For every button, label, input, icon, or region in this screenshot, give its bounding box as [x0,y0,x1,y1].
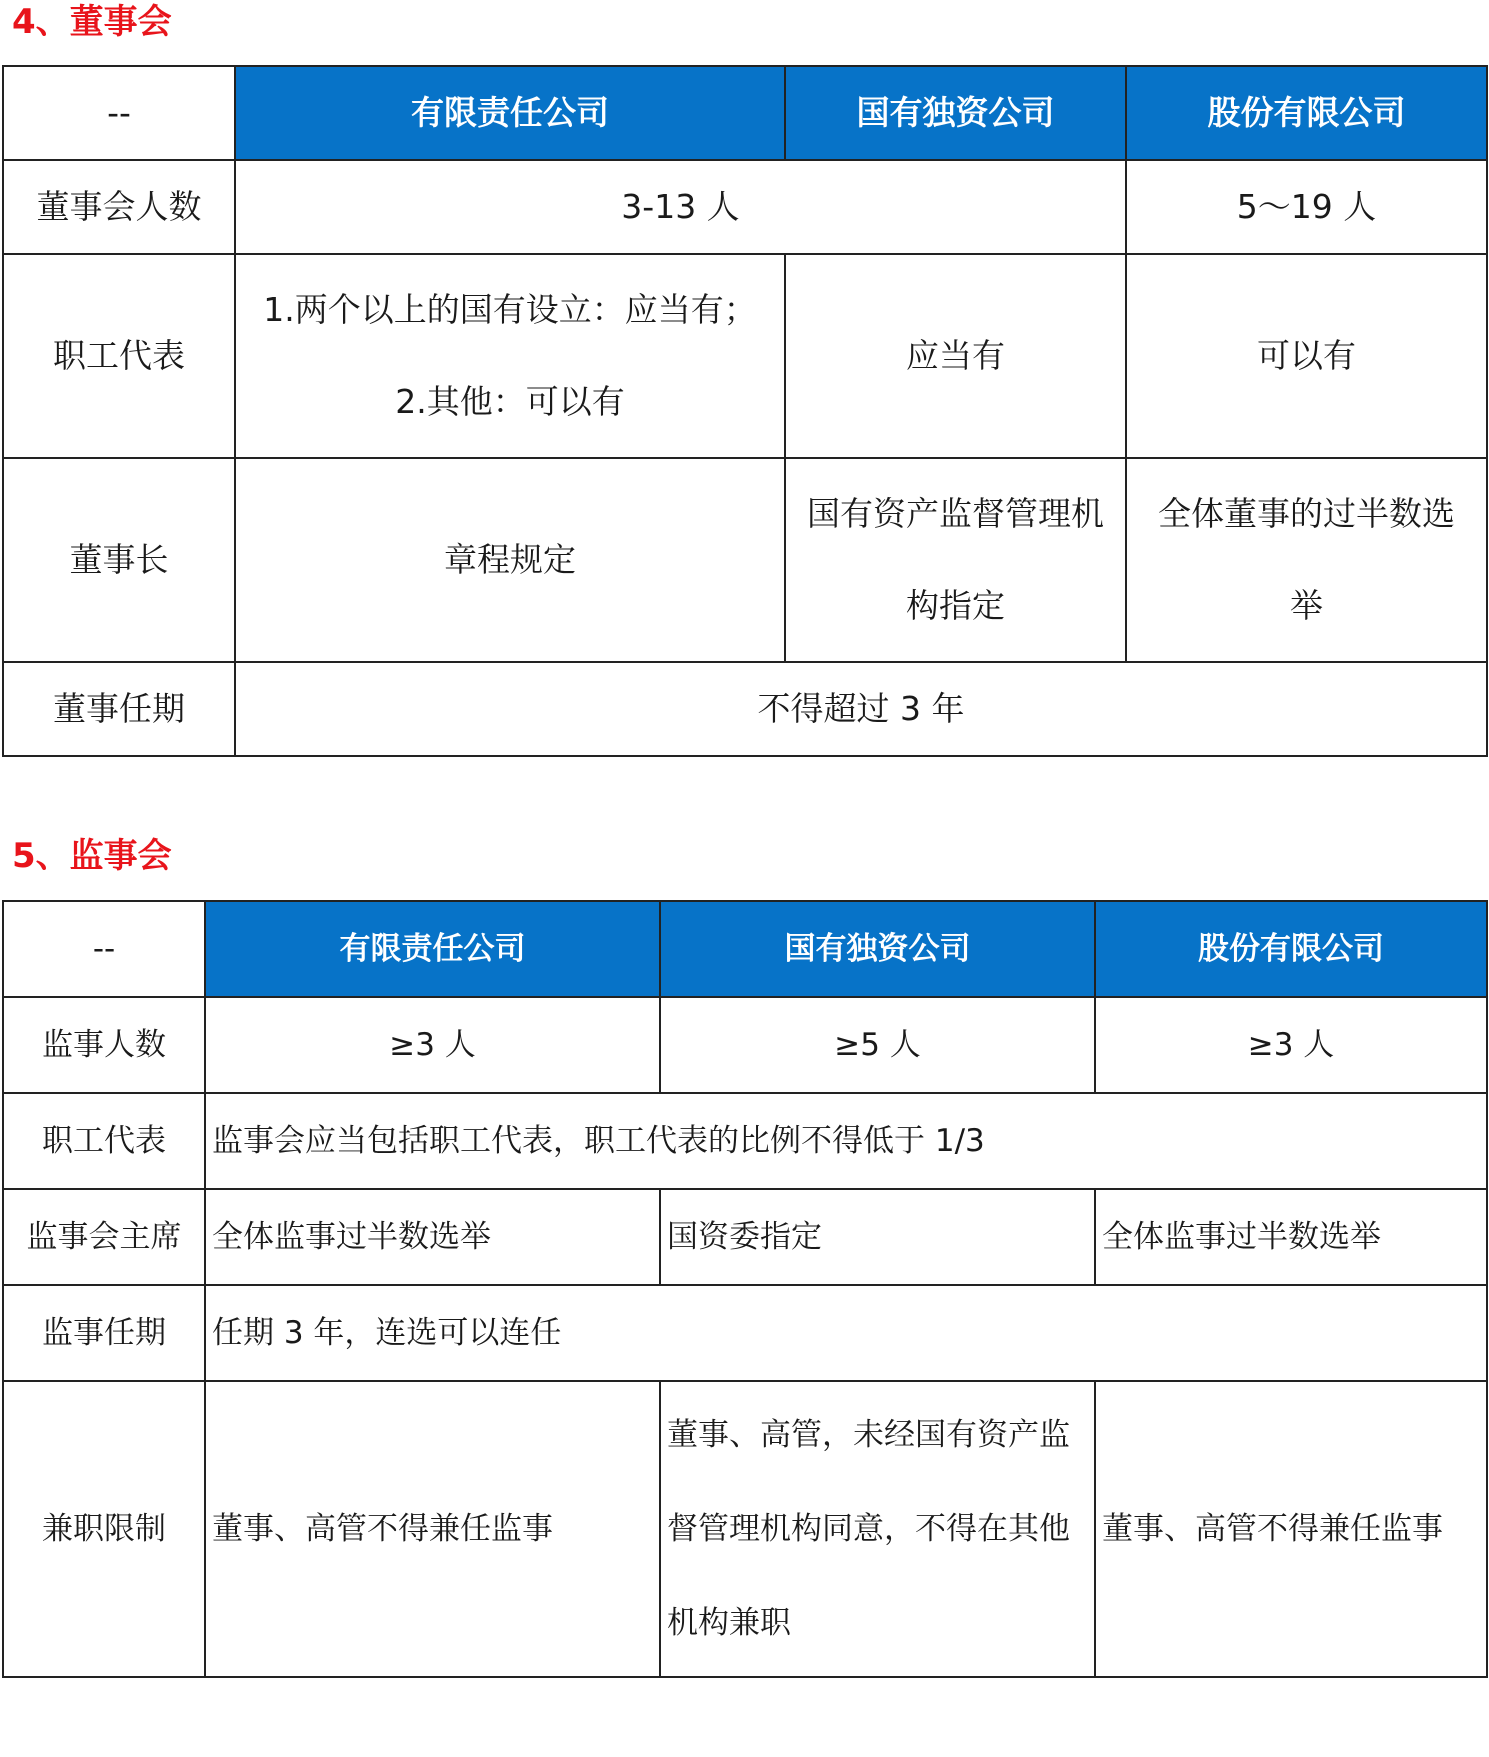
row-label: 职工代表 [3,254,235,458]
column-header-llc: 有限责任公司 [235,66,785,160]
cell-line: 机构兼职 [667,1605,791,1641]
cell-value: ≥3 人 [1095,997,1487,1093]
cell-value: ≥5 人 [660,997,1095,1093]
cell-value: 监事会应当包括职工代表，职工代表的比例不得低于 1/3 [205,1093,1487,1189]
row-label: 董事会人数 [3,160,235,254]
table-row [3,997,1487,1093]
cell-line: 构指定 [906,586,1005,625]
cell-value: 国资委指定 [660,1189,1095,1285]
cell-value: 可以有 [1126,254,1487,458]
row-label: 职工代表 [3,1093,205,1189]
column-header-jsc: 股份有限公司 [1095,901,1487,997]
cell-line: 举 [1290,586,1323,625]
cell-value [1126,458,1487,662]
table-row [3,1093,1487,1189]
cell-value: 3-13 人 [235,160,1126,254]
table-header-row [3,66,1487,160]
cell-line: 董事、高管，未经国有资产监 [667,1417,1070,1453]
cell-value: 章程规定 [235,458,785,662]
row-label: 兼职限制 [3,1381,205,1677]
row-label: 监事人数 [3,997,205,1093]
table-row [3,254,1487,458]
cell-value [660,1381,1095,1677]
cell-value: 不得超过 3 年 [235,662,1487,756]
column-header-jsc: 股份有限公司 [1126,66,1487,160]
section-title-board: 4、董事会 [12,2,172,42]
cell-line: 督管理机构同意，不得在其他 [667,1511,1070,1547]
corner-cell: -- [3,901,205,997]
cell-value: 应当有 [785,254,1126,458]
table-row [3,1189,1487,1285]
section-title-supervisory: 5、监事会 [12,836,172,876]
table-row [3,662,1487,756]
cell-line: 1.两个以上的国有设立：应当有； [263,290,757,329]
cell-line: 2.其他：可以有 [395,382,625,421]
column-header-soe: 国有独资公司 [785,66,1126,160]
table-row [3,1381,1487,1677]
cell-value: 全体监事过半数选举 [1095,1189,1487,1285]
cell-value [235,254,785,458]
cell-value: 5～19 人 [1126,160,1487,254]
table-header-row [3,901,1487,997]
table-row [3,160,1487,254]
row-label: 监事会主席 [3,1189,205,1285]
cell-value [785,458,1126,662]
table-row [3,458,1487,662]
cell-value: 董事、高管不得兼任监事 [1095,1381,1487,1677]
row-label: 董事长 [3,458,235,662]
cell-value: 董事、高管不得兼任监事 [205,1381,660,1677]
corner-cell: -- [3,66,235,160]
cell-value: 任期 3 年，连选可以连任 [205,1285,1487,1381]
row-label: 监事任期 [3,1285,205,1381]
board-of-directors-table [2,65,1488,757]
column-header-llc: 有限责任公司 [205,901,660,997]
supervisory-board-table [2,900,1488,1678]
cell-line: 国有资产监督管理机 [807,494,1104,533]
cell-line: 全体董事的过半数选 [1158,494,1455,533]
table-row [3,1285,1487,1381]
cell-value: ≥3 人 [205,997,660,1093]
cell-value: 全体监事过半数选举 [205,1189,660,1285]
row-label: 董事任期 [3,662,235,756]
column-header-soe: 国有独资公司 [660,901,1095,997]
